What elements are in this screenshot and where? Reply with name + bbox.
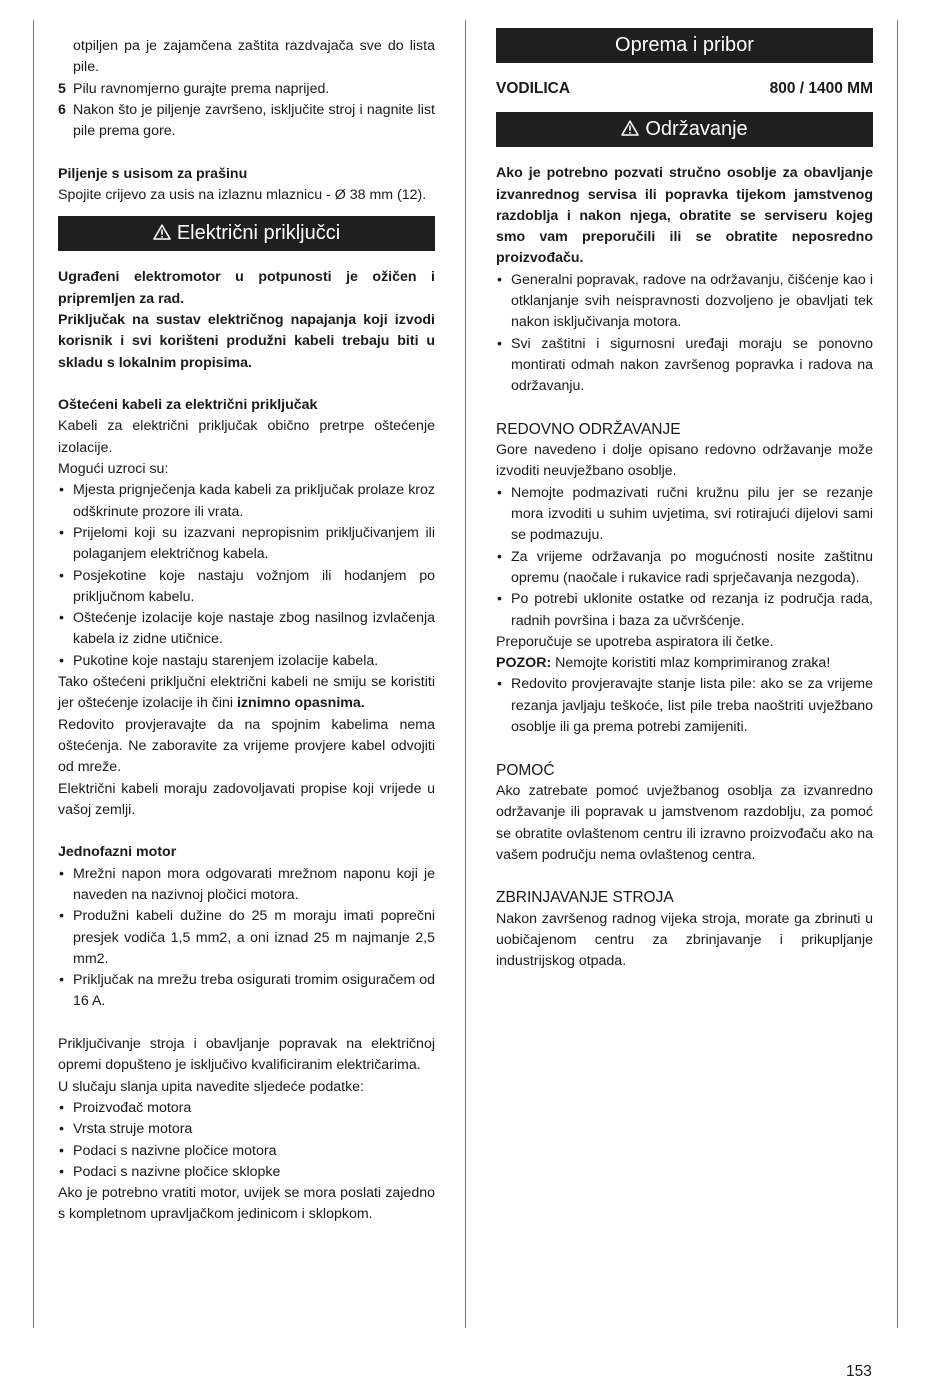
guide-rail-label: VODILICA bbox=[496, 80, 571, 97]
dust-extraction-text: Spojite crijevo za usis na izlaznu mlaznicu - Ø 38 mm (12). bbox=[58, 187, 427, 204]
list-item: • Podaci s nazivne pločice motora bbox=[58, 1141, 435, 1162]
list-item: • Proizvođač motora bbox=[58, 1098, 435, 1119]
list-item: • Redovito provjeravajte stanje lista pile: ako se za vrijeme rezanja javljaju teškoće, list pile treba naoštriti uvježbano osoblje ili ga prema potrebi zamijeniti. bbox=[496, 674, 873, 738]
disposal-text: Nakon završenog radnog vijeka stroja, morate ga zbrinuti u uobičajenom centru za zbrinjavanje i prikupljanje industrijskog otpada. bbox=[496, 910, 873, 970]
page-number: 153 bbox=[846, 1363, 872, 1380]
right-column bbox=[496, 28, 873, 973]
equipment-accessories-bar bbox=[496, 28, 873, 63]
left-column bbox=[58, 36, 435, 1226]
causes-intro: Mogući uzroci su: bbox=[58, 461, 169, 478]
list-item: • Vrsta struje motora bbox=[58, 1119, 435, 1140]
damaged-cables-heading: Oštećeni kabeli za električni priključak bbox=[58, 397, 318, 414]
list-item: • Posjekotine koje nastaju vožnjom ili hodanjem po priključnom kabelu. bbox=[58, 566, 435, 609]
left-margin-rule bbox=[33, 20, 34, 1328]
right-margin-rule bbox=[897, 20, 898, 1328]
regular-maintenance-heading: REDOVNO ODRŽAVANJE bbox=[496, 420, 681, 438]
list-item: • Pukotine koje nastaju starenjem izolacije kabela. bbox=[58, 651, 435, 672]
list-item: • Svi zaštitni i sigurnosni uređaji moraju se ponovno montirati odmah nakon završenog popravka i radova na održavanju. bbox=[496, 334, 873, 398]
single-phase-heading: Jednofazni motor bbox=[58, 844, 177, 861]
guide-rail-row bbox=[496, 78, 873, 99]
cable-rules-text: Električni kabeli moraju zadovoljavati propise koji vrijede u vašoj zemlji. bbox=[58, 780, 435, 818]
list-item: • Oštećenje izolacije koje nastaje zbog nasilnog izvlačenja kabela iz zidne utičnice. bbox=[58, 608, 435, 651]
help-heading: POMOĆ bbox=[496, 761, 555, 779]
continued-step: otpiljen pa je zajamčena zaštita razdvajača sve do lista pile. bbox=[73, 38, 435, 76]
list-item: • Prijelomi koji su izazvani nepropisnim priključivanjem ili polaganjem električnog kabela. bbox=[58, 523, 435, 566]
column-divider bbox=[465, 20, 466, 1328]
list-item: • Nemojte podmazivati ručni kružnu pilu jer se rezanje mora izvoditi u suhim uvjetima, svi rotirajući dijelovi sami se podmazuju. bbox=[496, 483, 873, 547]
maintenance-title: Održavanje bbox=[645, 118, 748, 141]
damaged-cables-warning: Tako oštećeni priključni električni kabeli ne smiju se koristiti jer oštećenje izolacije ih čini iznimno opasnima. bbox=[58, 674, 435, 712]
motor-wired-note: Ugrađeni elektromotor u potpunosti je ožičen i pripremljen za rad. bbox=[58, 269, 435, 307]
list-item: • Po potrebi uklonite ostatke od rezanja iz područja rada, radnih površina i baza za učvršćenje. bbox=[496, 589, 873, 632]
electrical-connections-title: Električni priključci bbox=[176, 222, 341, 245]
list-item: • Mrežni napon mora odgovarati mrežnom naponu koji je naveden na nazivnoj pločici motora. bbox=[58, 864, 435, 907]
list-item: • Podaci s nazivne pločice sklopke bbox=[58, 1162, 435, 1183]
guide-rail-value: 800 / 1400 MM bbox=[769, 80, 873, 97]
list-item: • Generalni popravak, radove na održavanju, čišćenje kao i otklanjanje svih neispravnosti dozvoljeno je obavljati tek nakon isključivanja motora. bbox=[496, 270, 873, 334]
list-item: • Za vrijeme održavanja po mogućnosti nosite zaštitnu opremu (naočale i rukavice radi sprječavanja nezgoda). bbox=[496, 547, 873, 590]
aspirator-text: Preporučuje se upotreba aspiratora ili četke. bbox=[496, 633, 774, 650]
list-item: • Priključak na mrežu treba osigurati tromim osiguračem od 16 A. bbox=[58, 970, 435, 1013]
warning-triangle-icon bbox=[621, 120, 639, 136]
disposal-heading: ZBRINJAVANJE STROJA bbox=[496, 889, 674, 907]
return-motor-text: Ako je potrebno vratiti motor, uvijek se mora poslati zajedno s kompletnom upravljačkom jedinicom i sklopkom. bbox=[58, 1185, 435, 1223]
inquiry-intro: U slučaju slanja upita navedite sljedeće podatke: bbox=[58, 1078, 365, 1095]
caution-note: POZOR: Nemojte koristiti mlaz komprimiranog zraka! bbox=[496, 655, 831, 672]
damaged-cables-text: Kabeli za električni priključak obično pretrpe oštećenje izolacije. bbox=[58, 418, 435, 456]
maintenance-service-note: Ako je potrebno pozvati stručno osoblje za obavljanje izvanrednog servisa ili popravka tijekom jamstvenog razdoblja i nakon njega, obratite se serviseru kojeg smo vam preporučili ili se obratite neposredno proizvođaču. bbox=[496, 165, 873, 267]
dust-extraction-heading: Piljenje s usisom za prašinu bbox=[58, 165, 248, 182]
local-regulations-note: Priključak na sustav električnog napajanja koji izvodi korisnik i svi korišteni produžni kabeli trebaju biti u skladu s lokalnim propisima. bbox=[58, 311, 435, 371]
qualified-electricians-text: Priključivanje stroja i obavljanje popravak na električnoj opremi dopušteno je isključivo kvalificiranim električarima. bbox=[58, 1036, 435, 1074]
check-cables-text: Redovito provjeravajte da na spojnim kabelima nema oštećenja. Ne zaboravite za vrijeme provjere kabel odvojiti od mreže. bbox=[58, 716, 435, 776]
equipment-accessories-title: Oprema i pribor bbox=[615, 34, 754, 56]
warning-triangle-icon bbox=[153, 224, 171, 240]
help-text: Ako zatrebate pomoć uvježbanog osoblja za izvanredno održavanje ili popravak u jamstvenom razdoblju, za pomoć se obratite ovlaštenom centru ili izravno proizvođaču ako na vašem području nema ovlaštenog centra. bbox=[496, 782, 873, 863]
step-5: 5 Pilu ravnomjerno gurajte prema naprijed. bbox=[58, 80, 330, 97]
step-6: 6 Nakon što je piljenje završeno, isključite stroj i nagnite list pile prema gore. bbox=[58, 101, 435, 140]
regular-maintenance-text: Gore navedeno i dolje opisano redovno održavanje može izvoditi neuvježbano osoblje. bbox=[496, 442, 873, 480]
list-item: • Produžni kabeli dužine do 25 m moraju imati poprečni presjek vodiča 1,5 mm2, a oni iznad 25 m najmanje 2,5 mm2. bbox=[58, 906, 435, 970]
maintenance-bar bbox=[496, 112, 873, 147]
electrical-connections-bar bbox=[58, 216, 435, 251]
list-item: • Mjesta prignječenja kada kabeli za priključak prolaze kroz odškrinute prozore ili vrata. bbox=[58, 480, 435, 523]
